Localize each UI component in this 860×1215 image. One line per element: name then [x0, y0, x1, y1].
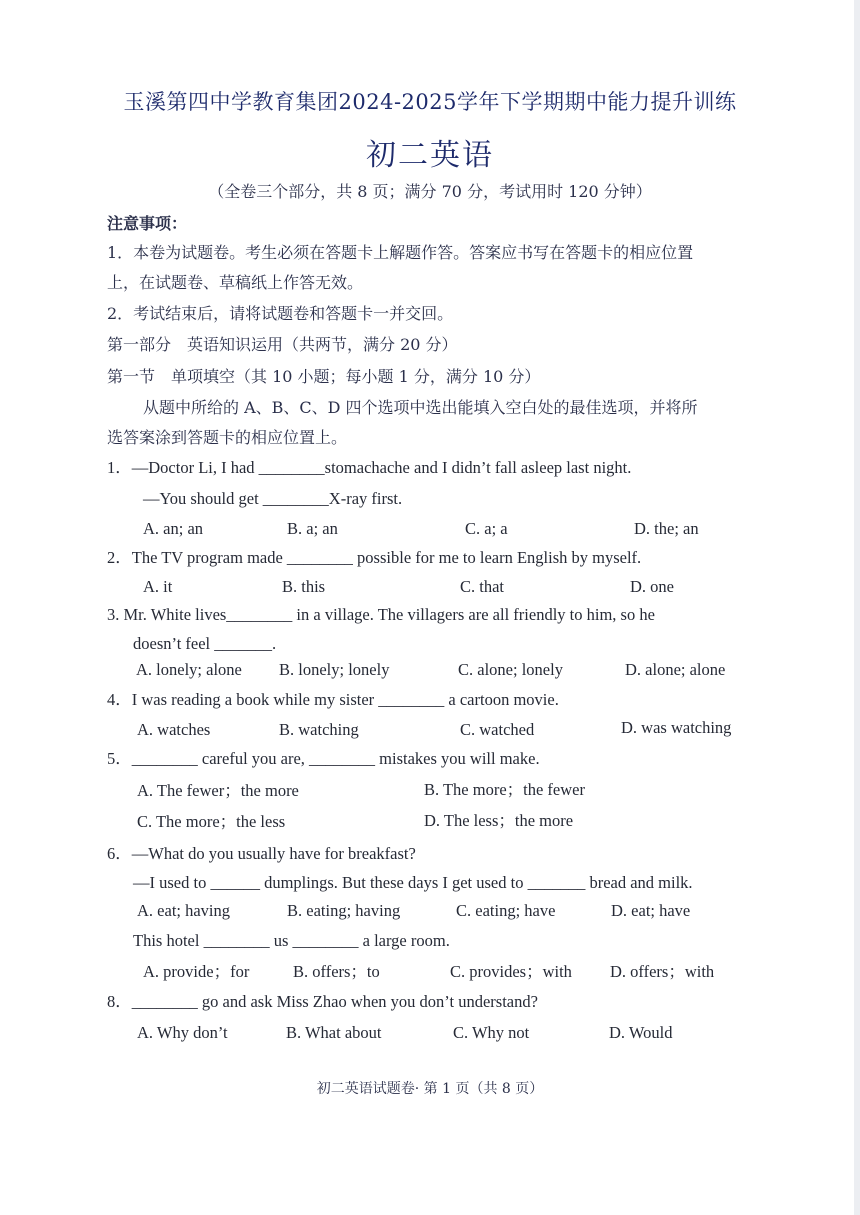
notice-item-1-line-1: 1．本卷为试题卷。考生必须在答题卡上解题作答。答案应书写在答题卡的相应位置 [107, 243, 694, 262]
exam-title: 玉溪第四中学教育集团2024-2025学年下学期期中能力提升训练 [123, 90, 737, 114]
question-6-option-a: A. eat; having [137, 901, 231, 920]
page-footer: 初二英语试题卷· 第 1 页（共 8 页） [316, 1081, 544, 1097]
question-7-option-a: A. provide；for [143, 962, 250, 981]
question-1-line-2: —You should get ________X-ray first. [143, 489, 403, 508]
instruction-line-2: 选答案涂到答题卡的相应位置上。 [107, 428, 348, 447]
question-8-option-b: B. What about [286, 1023, 382, 1042]
question-5-option-b: B. The more；the fewer [424, 780, 585, 799]
question-8-line-1: 8．________ go and ask Miss Zhao when you don’t understand? [107, 992, 538, 1011]
question-5-option-c: C. The more；the less [137, 812, 286, 831]
question-3-option-c: C. alone; lonely [458, 660, 563, 679]
notice-heading: 注意事项： [107, 214, 188, 233]
question-8-option-c: C. Why not [453, 1023, 530, 1042]
question-6-option-d: D. eat; have [611, 901, 691, 920]
question-1-option-c: C. a; a [465, 519, 508, 538]
question-5-option-d: D. The less；the more [424, 811, 574, 830]
question-6-line-1: 6．—What do you usually have for breakfast? [107, 844, 416, 863]
question-5-option-a: A. The fewer；the more [137, 781, 299, 800]
question-5-line-1: 5．________ careful you are, ________ mistakes you will make. [107, 749, 540, 768]
instruction-line-1: 从题中所给的 A、B、C、D 四个选项中选出能填入空白处的最佳选项，并将所 [143, 398, 698, 417]
question-3-line-1: 3. Mr. White lives________ in a village. The villagers are all friendly to him, so he [107, 605, 655, 624]
question-4-line-1: 4．I was reading a book while my sister ________ a cartoon movie. [107, 690, 559, 709]
subject-title: 初二英语 [366, 138, 494, 173]
question-6-line-2: —I used to ______ dumplings. But these days I get used to _______ bread and milk. [133, 873, 693, 892]
question-4-option-d: D. was watching [621, 718, 732, 737]
question-2-option-a: A. it [143, 577, 173, 596]
question-7-option-b: B. offers；to [293, 962, 380, 981]
question-4-option-b: B. watching [279, 720, 359, 739]
question-1-option-a: A. an; an [143, 519, 204, 538]
question-3-line-2: doesn’t feel _______. [133, 634, 277, 653]
question-2-line-1: 2．The TV program made ________ possible for me to learn English by myself. [107, 548, 642, 567]
question-7-option-d: D. offers；with [610, 962, 715, 981]
question-4-option-c: C. watched [460, 720, 535, 739]
question-2-option-b: B. this [282, 577, 326, 596]
section-1-heading: 第一节 单项填空（其 10 小题；每小题 1 分，满分 10 分） [107, 367, 541, 386]
part-1-heading: 第一部分 英语知识运用（共两节，满分 20 分） [107, 335, 458, 354]
question-3-option-b: B. lonely; lonely [279, 660, 390, 679]
question-1-option-b: B. a; an [287, 519, 338, 538]
question-6-option-c: C. eating; have [456, 901, 556, 920]
question-7-line-1: This hotel ________ us ________ a large room. [133, 931, 450, 950]
question-3-option-d: D. alone; alone [625, 660, 726, 679]
notice-item-2: 2．考试结束后，请将试题卷和答题卡一并交回。 [107, 304, 454, 323]
question-1-line-1: 1．—Doctor Li, I had ________stomachache and I didn’t fall asleep last night. [107, 458, 632, 477]
exam-info: （全卷三个部分，共 8 页；满分 70 分，考试用时 120 分钟） [208, 182, 652, 201]
notice-item-1-line-2: 上，在试题卷、草稿纸上作答无效。 [107, 273, 364, 292]
question-2-option-c: C. that [460, 577, 504, 596]
question-8-option-a: A. Why don’t [137, 1023, 228, 1042]
question-7-option-c: C. provides；with [450, 962, 572, 981]
question-4-option-a: A. watches [137, 720, 211, 739]
question-1-option-d: D. the; an [634, 519, 699, 538]
question-2-option-d: D. one [630, 577, 674, 596]
question-6-option-b: B. eating; having [287, 901, 401, 920]
question-8-option-d: D. Would [609, 1023, 673, 1042]
question-3-option-a: A. lonely; alone [136, 660, 242, 679]
